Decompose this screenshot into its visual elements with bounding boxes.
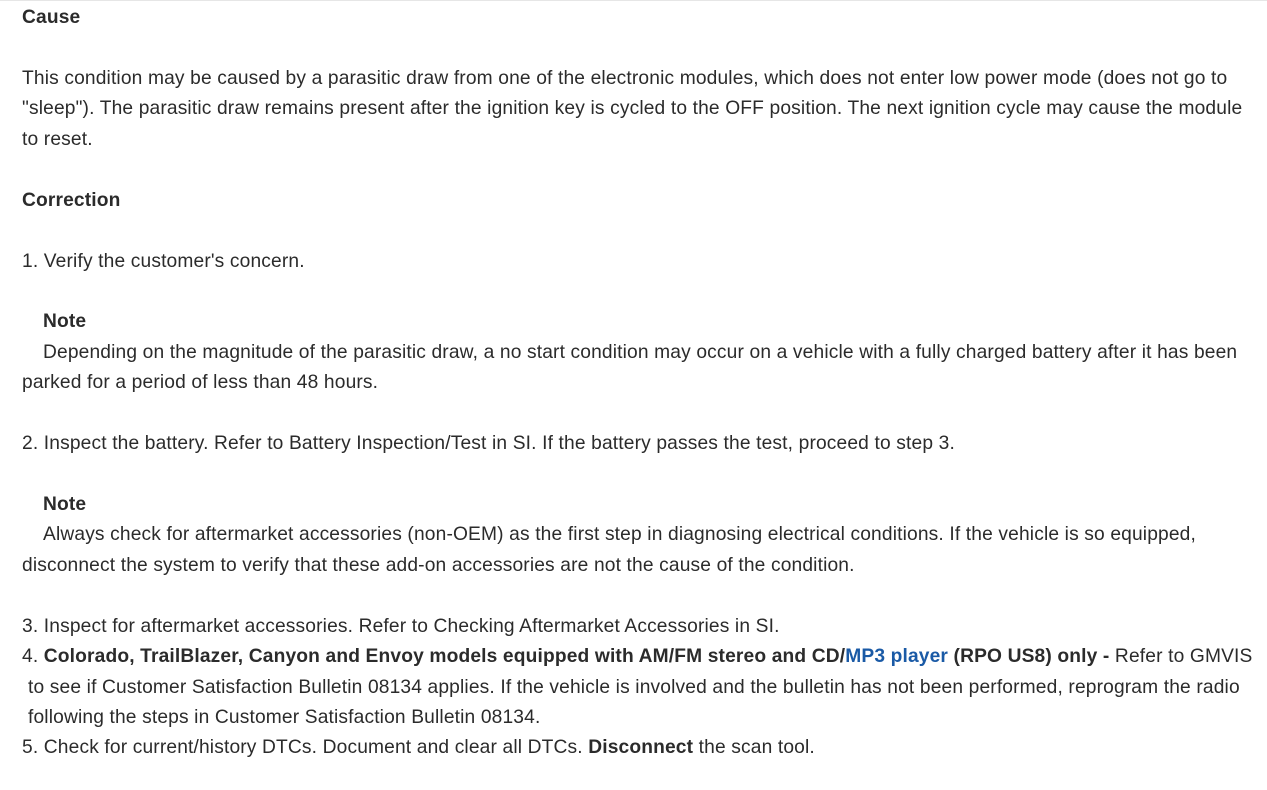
top-divider [0,0,1267,1]
step-number: 1. [22,250,39,272]
note-text: Always check for aftermarket accessories (non-OEM) as the first step in diagnosing electrical conditions. If the vehicle is so equipped, disconnect the system to verify that these add-on accessories are not the cause of the condition. [22,524,1196,576]
spacer [22,460,1257,491]
bulletin-document [22,3,1257,764]
note-title: Note [43,311,87,333]
step-text: Inspect the battery. Refer to Battery Inspection/Test in SI. If the battery passes the test, proceed to step 3. [43,433,955,455]
step-text: Inspect for aftermarket accessories. Refer to Checking Aftermarket Accessories in SI. [43,615,780,637]
cause-paragraph: This condition may be caused by a parasitic draw from one of the electronic modules, which does not enter low power mode (does not go to "sleep"). The parasitic draw remains present after the ignition key is cycled to the OFF position. The next ignition cycle may cause the module to reset. [22,67,1243,150]
step-number: 5. [22,737,39,759]
step-2 [22,429,1257,459]
spacer [22,399,1257,430]
step-bold-lead: Colorado, TrailBlazer, Canyon and Envoy models equipped with AM/FM stereo and CD/ [43,646,846,668]
step-text-tail: the scan tool. [693,737,815,759]
step-number: 3. [22,615,39,637]
step-bold-tail: (RPO US8) only - [948,646,1110,668]
step-bold-word: Disconnect [588,737,694,759]
correction-heading: Correction [22,189,121,211]
step-4 [22,642,1257,733]
spacer [22,33,1257,64]
spacer [22,155,1257,186]
step-number: 2. [22,433,39,455]
step-text: Refer to GMVIS to see if Customer Satisfaction Bulletin 08134 applies. If the vehicle is involved and the bulletin has not been performed, reprogram the radio following the steps in Customer Satisfaction Bulletin 08134. [28,646,1253,728]
step-5 [22,733,1257,763]
spacer [22,581,1257,612]
step-number: 4. [22,646,39,668]
step-text: Verify the customer's concern. [43,250,305,272]
cause-heading: Cause [22,7,81,28]
note-title: Note [43,494,87,516]
mp3-player-link[interactable]: MP3 player [845,646,949,668]
step-text: Check for current/history DTCs. Document and clear all DTCs. [43,737,583,759]
step-1 [22,247,1257,277]
spacer [22,277,1257,308]
step-3 [22,612,1257,642]
spacer [22,216,1257,247]
note-text: Depending on the magnitude of the parasitic draw, a no start condition may occur on a vehicle with a fully charged battery after it has been parked for a period of less than 48 hours. [22,341,1238,394]
